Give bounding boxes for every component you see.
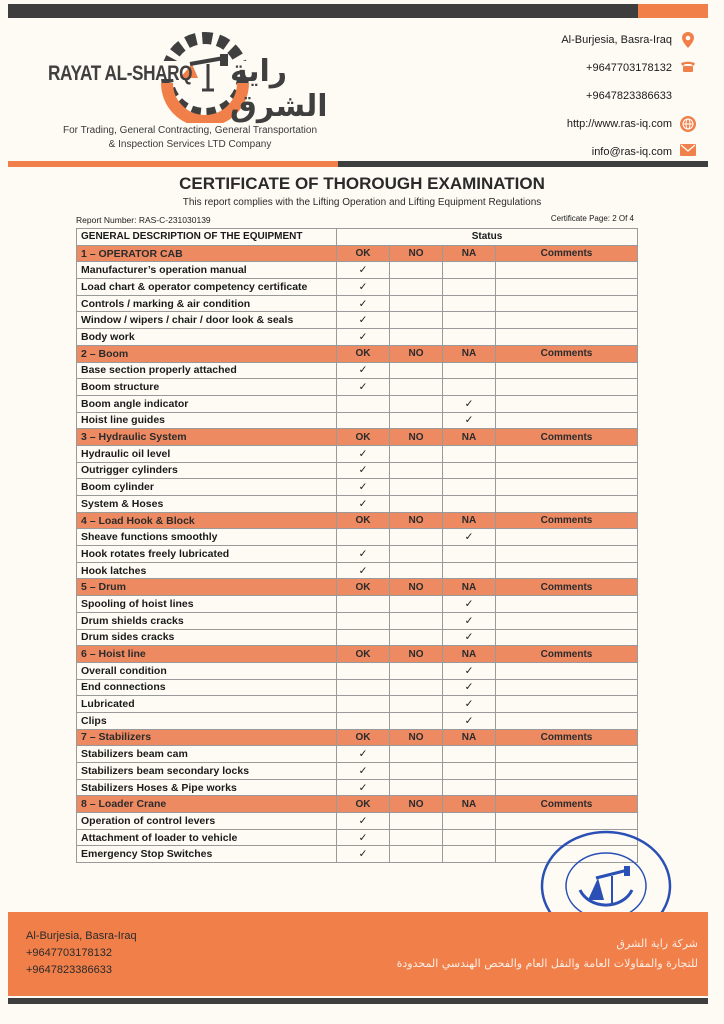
status-ok-cell <box>337 629 390 646</box>
table-row <box>77 612 638 629</box>
status-na-cell <box>443 546 496 563</box>
status-ok-cell <box>337 612 390 629</box>
col-no-label: NO <box>390 345 443 362</box>
status-no-cell <box>390 279 443 296</box>
status-na-cell <box>443 362 496 379</box>
status-ok-cell <box>337 712 390 729</box>
status-no-cell <box>390 712 443 729</box>
header-status: Status <box>337 229 638 246</box>
footer-address: Al-Burjesia, Basra-Iraq <box>26 930 137 942</box>
status-no-cell <box>390 546 443 563</box>
contact-email[interactable]: info@ras-iq.com <box>561 138 696 166</box>
item-label: Lubricated <box>77 696 337 713</box>
status-no-cell <box>390 813 443 830</box>
section-title: 3 – Hydraulic System <box>77 429 337 446</box>
table-row <box>77 596 638 613</box>
check-mark-icon: ✓ <box>358 464 368 477</box>
check-mark-icon: ✓ <box>464 414 474 427</box>
item-label: Clips <box>77 712 337 729</box>
status-na-cell <box>443 395 496 412</box>
col-comments-label: Comments <box>496 729 638 746</box>
status-na-cell <box>443 496 496 513</box>
check-mark-icon: ✓ <box>464 614 474 627</box>
status-ok-cell <box>337 529 390 546</box>
item-label: Stabilizers beam secondary locks <box>77 763 337 780</box>
check-mark-icon: ✓ <box>358 297 368 310</box>
check-mark-icon: ✓ <box>358 764 368 777</box>
table-row <box>77 462 638 479</box>
status-no-cell <box>390 479 443 496</box>
section-header-row <box>77 245 638 262</box>
comments-cell <box>496 529 638 546</box>
col-na-label: NA <box>443 512 496 529</box>
status-na-cell <box>443 662 496 679</box>
status-na-cell <box>443 529 496 546</box>
status-no-cell <box>390 295 443 312</box>
item-label: System & Hoses <box>77 496 337 513</box>
check-mark-icon: ✓ <box>358 314 368 327</box>
table-row <box>77 379 638 396</box>
status-no-cell <box>390 763 443 780</box>
section-header-row <box>77 729 638 746</box>
check-mark-icon: ✓ <box>358 330 368 343</box>
table-row <box>77 445 638 462</box>
status-no-cell <box>390 362 443 379</box>
col-no-label: NO <box>390 729 443 746</box>
item-label: Boom cylinder <box>77 479 337 496</box>
col-na-label: NA <box>443 729 496 746</box>
comments-cell <box>496 779 638 796</box>
check-mark-icon: ✓ <box>464 698 474 711</box>
equipment-table <box>76 228 638 863</box>
status-ok-cell <box>337 445 390 462</box>
check-mark-icon: ✓ <box>358 481 368 494</box>
item-label: Boom angle indicator <box>77 395 337 412</box>
status-na-cell <box>443 712 496 729</box>
item-label: Drum sides cracks <box>77 629 337 646</box>
item-label: Boom structure <box>77 379 337 396</box>
check-mark-icon: ✓ <box>464 397 474 410</box>
table-row <box>77 496 638 513</box>
col-ok-label: OK <box>337 796 390 813</box>
section-header-row <box>77 429 638 446</box>
status-ok-cell <box>337 546 390 563</box>
company-description: For Trading, General Contracting, General Transportation & Inspection Services LTD Company <box>62 125 318 150</box>
status-no-cell <box>390 262 443 279</box>
item-label: Hook latches <box>77 562 337 579</box>
table-row <box>77 696 638 713</box>
comments-cell <box>496 746 638 763</box>
status-ok-cell <box>337 662 390 679</box>
col-no-label: NO <box>390 796 443 813</box>
table-row <box>77 712 638 729</box>
status-na-cell <box>443 262 496 279</box>
col-ok-label: OK <box>337 646 390 663</box>
table-row <box>77 763 638 780</box>
comments-cell <box>496 696 638 713</box>
status-na-cell <box>443 312 496 329</box>
col-comments-label: Comments <box>496 512 638 529</box>
status-ok-cell <box>337 295 390 312</box>
comments-cell <box>496 445 638 462</box>
col-ok-label: OK <box>337 579 390 596</box>
item-label: Overall condition <box>77 662 337 679</box>
check-mark-icon: ✓ <box>358 781 368 794</box>
table-row <box>77 746 638 763</box>
table-row <box>77 546 638 563</box>
col-ok-label: OK <box>337 512 390 529</box>
item-label: Drum shields cracks <box>77 612 337 629</box>
footer-phone-2[interactable]: +9647823386633 <box>26 964 112 976</box>
status-na-cell <box>443 829 496 846</box>
status-no-cell <box>390 529 443 546</box>
item-label: Hydraulic oil level <box>77 445 337 462</box>
col-ok-label: OK <box>337 245 390 262</box>
status-ok-cell <box>337 813 390 830</box>
status-ok-cell <box>337 462 390 479</box>
item-label: End connections <box>77 679 337 696</box>
table-row <box>77 362 638 379</box>
section-title: 7 – Stabilizers <box>77 729 337 746</box>
comments-cell <box>496 496 638 513</box>
col-ok-label: OK <box>337 429 390 446</box>
item-label: Hook rotates freely lubricated <box>77 546 337 563</box>
status-ok-cell <box>337 562 390 579</box>
table-row <box>77 312 638 329</box>
section-header-row <box>77 796 638 813</box>
status-no-cell <box>390 662 443 679</box>
col-na-label: NA <box>443 429 496 446</box>
section-title: 8 – Loader Crane <box>77 796 337 813</box>
check-mark-icon: ✓ <box>464 681 474 694</box>
status-na-cell <box>443 479 496 496</box>
contact-website[interactable]: http://www.ras-iq.com <box>561 110 696 138</box>
status-na-cell <box>443 629 496 646</box>
certificate-subtitle: This report complies with the Lifting Operation and Lifting Equipment Regulations <box>182 197 542 208</box>
table-row <box>77 412 638 429</box>
status-no-cell <box>390 746 443 763</box>
col-comments-label: Comments <box>496 796 638 813</box>
section-header-row <box>77 512 638 529</box>
contact-list <box>561 26 696 166</box>
col-comments-label: Comments <box>496 245 638 262</box>
status-na-cell <box>443 462 496 479</box>
status-no-cell <box>390 562 443 579</box>
col-comments-label: Comments <box>496 646 638 663</box>
company-name-en: RAYAT AL-SHARQ <box>48 62 193 85</box>
col-na-label: NA <box>443 646 496 663</box>
col-no-label: NO <box>390 429 443 446</box>
table-row <box>77 529 638 546</box>
status-na-cell <box>443 696 496 713</box>
section-header-row <box>77 646 638 663</box>
status-no-cell <box>390 445 443 462</box>
status-no-cell <box>390 596 443 613</box>
status-na-cell <box>443 779 496 796</box>
section-title: 4 – Load Hook & Block <box>77 512 337 529</box>
status-na-cell <box>443 763 496 780</box>
comments-cell <box>496 312 638 329</box>
item-label: Emergency Stop Switches <box>77 846 337 863</box>
status-ok-cell <box>337 829 390 846</box>
comments-cell <box>496 562 638 579</box>
status-na-cell <box>443 295 496 312</box>
globe-icon <box>680 116 696 132</box>
status-no-cell <box>390 379 443 396</box>
status-na-cell <box>443 746 496 763</box>
comments-cell <box>496 279 638 296</box>
table-header-row <box>77 229 638 246</box>
check-mark-icon: ✓ <box>358 814 368 827</box>
header-divider <box>8 161 708 167</box>
item-label: Window / wipers / chair / door look & seals <box>77 312 337 329</box>
check-mark-icon: ✓ <box>464 531 474 544</box>
top-bar <box>8 4 708 18</box>
status-no-cell <box>390 846 443 863</box>
comments-cell <box>496 813 638 830</box>
status-na-cell <box>443 329 496 346</box>
check-mark-icon: ✓ <box>358 831 368 844</box>
item-label: Spooling of hoist lines <box>77 596 337 613</box>
check-mark-icon: ✓ <box>358 264 368 277</box>
section-header-row <box>77 345 638 362</box>
comments-cell <box>496 262 638 279</box>
footer-bar <box>8 912 708 996</box>
footer-arabic-text: شركة راية الشرق للتجارة والمقاولات العامة والنقل العام والفحص الهندسي المحدودة <box>396 937 698 970</box>
status-no-cell <box>390 829 443 846</box>
check-mark-icon: ✓ <box>358 748 368 761</box>
status-ok-cell <box>337 262 390 279</box>
status-na-cell <box>443 445 496 462</box>
check-mark-icon: ✓ <box>358 364 368 377</box>
comments-cell <box>496 379 638 396</box>
status-ok-cell <box>337 379 390 396</box>
bottom-bar <box>8 998 708 1004</box>
status-ok-cell <box>337 479 390 496</box>
status-no-cell <box>390 462 443 479</box>
col-no-label: NO <box>390 512 443 529</box>
header-description: GENERAL DESCRIPTION OF THE EQUIPMENT <box>77 229 337 246</box>
status-ok-cell <box>337 596 390 613</box>
comments-cell <box>496 596 638 613</box>
table-row <box>77 562 638 579</box>
col-no-label: NO <box>390 245 443 262</box>
comments-cell <box>496 629 638 646</box>
status-na-cell <box>443 612 496 629</box>
table-row <box>77 662 638 679</box>
section-title: 1 – OPERATOR CAB <box>77 245 337 262</box>
status-ok-cell <box>337 496 390 513</box>
table-row <box>77 279 638 296</box>
table-row <box>77 779 638 796</box>
col-na-label: NA <box>443 345 496 362</box>
status-no-cell <box>390 395 443 412</box>
section-title: 6 – Hoist line <box>77 646 337 663</box>
status-na-cell <box>443 596 496 613</box>
check-mark-icon: ✓ <box>358 564 368 577</box>
status-na-cell <box>443 679 496 696</box>
col-no-label: NO <box>390 646 443 663</box>
check-mark-icon: ✓ <box>464 664 474 677</box>
col-ok-label: OK <box>337 345 390 362</box>
comments-cell <box>496 412 638 429</box>
company-name-ar: راية الشرق <box>230 54 328 124</box>
certificate-page-number: Certificate Page: 2 Of 4 <box>550 214 634 223</box>
contact-address: Al-Burjesia, Basra-Iraq <box>561 26 696 54</box>
table-row <box>77 679 638 696</box>
certificate-title: CERTIFICATE OF THOROUGH EXAMINATION <box>179 174 545 193</box>
section-title: 5 – Drum <box>77 579 337 596</box>
status-no-cell <box>390 696 443 713</box>
status-ok-cell <box>337 679 390 696</box>
check-mark-icon: ✓ <box>464 714 474 727</box>
col-comments-label: Comments <box>496 429 638 446</box>
comments-cell <box>496 763 638 780</box>
table-row <box>77 629 638 646</box>
col-no-label: NO <box>390 579 443 596</box>
comments-cell <box>496 612 638 629</box>
contact-phone-1[interactable]: +9647703178132 <box>561 54 696 82</box>
col-na-label: NA <box>443 245 496 262</box>
status-na-cell <box>443 813 496 830</box>
status-no-cell <box>390 412 443 429</box>
item-label: Load chart & operator competency certificate <box>77 279 337 296</box>
check-mark-icon: ✓ <box>358 447 368 460</box>
status-na-cell <box>443 379 496 396</box>
item-label: Body work <box>77 329 337 346</box>
check-mark-icon: ✓ <box>358 848 368 861</box>
footer-phone-1[interactable]: +9647703178132 <box>26 947 112 959</box>
status-ok-cell <box>337 763 390 780</box>
status-na-cell <box>443 412 496 429</box>
status-no-cell <box>390 629 443 646</box>
table-row <box>77 295 638 312</box>
item-label: Manufacturer’s operation manual <box>77 262 337 279</box>
col-comments-label: Comments <box>496 345 638 362</box>
contact-phone-2[interactable]: +9647823386633 <box>586 90 672 102</box>
comments-cell <box>496 462 638 479</box>
status-ok-cell <box>337 395 390 412</box>
status-ok-cell <box>337 312 390 329</box>
table-row <box>77 813 638 830</box>
comments-cell <box>496 679 638 696</box>
table-row <box>77 262 638 279</box>
check-mark-icon: ✓ <box>464 597 474 610</box>
status-na-cell <box>443 279 496 296</box>
comments-cell <box>496 295 638 312</box>
footer-contact <box>26 928 137 979</box>
comments-cell <box>496 395 638 412</box>
item-label: Outrigger cylinders <box>77 462 337 479</box>
status-na-cell <box>443 562 496 579</box>
status-ok-cell <box>337 279 390 296</box>
item-label: Stabilizers Hoses & Pipe works <box>77 779 337 796</box>
status-no-cell <box>390 779 443 796</box>
section-title: 2 – Boom <box>77 345 337 362</box>
table-row <box>77 479 638 496</box>
status-ok-cell <box>337 329 390 346</box>
envelope-icon <box>680 144 696 160</box>
status-no-cell <box>390 496 443 513</box>
comments-cell <box>496 546 638 563</box>
item-label: Controls / marking & air condition <box>77 295 337 312</box>
status-ok-cell <box>337 779 390 796</box>
comments-cell <box>496 712 638 729</box>
status-ok-cell <box>337 412 390 429</box>
comments-cell <box>496 662 638 679</box>
status-ok-cell <box>337 696 390 713</box>
section-header-row <box>77 579 638 596</box>
item-label: Sheave functions smoothly <box>77 529 337 546</box>
col-ok-label: OK <box>337 729 390 746</box>
status-no-cell <box>390 312 443 329</box>
status-no-cell <box>390 612 443 629</box>
item-label: Base section properly attached <box>77 362 337 379</box>
item-label: Operation of control levers <box>77 813 337 830</box>
status-no-cell <box>390 329 443 346</box>
item-label: Hoist line guides <box>77 412 337 429</box>
check-mark-icon: ✓ <box>358 381 368 394</box>
status-na-cell <box>443 846 496 863</box>
table-row <box>77 329 638 346</box>
item-label: Attachment of loader to vehicle <box>77 829 337 846</box>
col-na-label: NA <box>443 796 496 813</box>
col-na-label: NA <box>443 579 496 596</box>
table-row <box>77 395 638 412</box>
comments-cell <box>496 479 638 496</box>
status-ok-cell <box>337 846 390 863</box>
status-ok-cell <box>337 746 390 763</box>
status-ok-cell <box>337 362 390 379</box>
comments-cell <box>496 329 638 346</box>
status-no-cell <box>390 679 443 696</box>
check-mark-icon: ✓ <box>358 547 368 560</box>
item-label: Stabilizers beam cam <box>77 746 337 763</box>
check-mark-icon: ✓ <box>358 497 368 510</box>
location-pin-icon <box>680 32 696 48</box>
check-mark-icon: ✓ <box>358 280 368 293</box>
report-number: Report Number: RAS-C-231030139 <box>76 215 211 225</box>
col-comments-label: Comments <box>496 579 638 596</box>
comments-cell <box>496 362 638 379</box>
check-mark-icon: ✓ <box>464 631 474 644</box>
phone-icon <box>680 60 696 76</box>
company-logo <box>40 28 340 123</box>
